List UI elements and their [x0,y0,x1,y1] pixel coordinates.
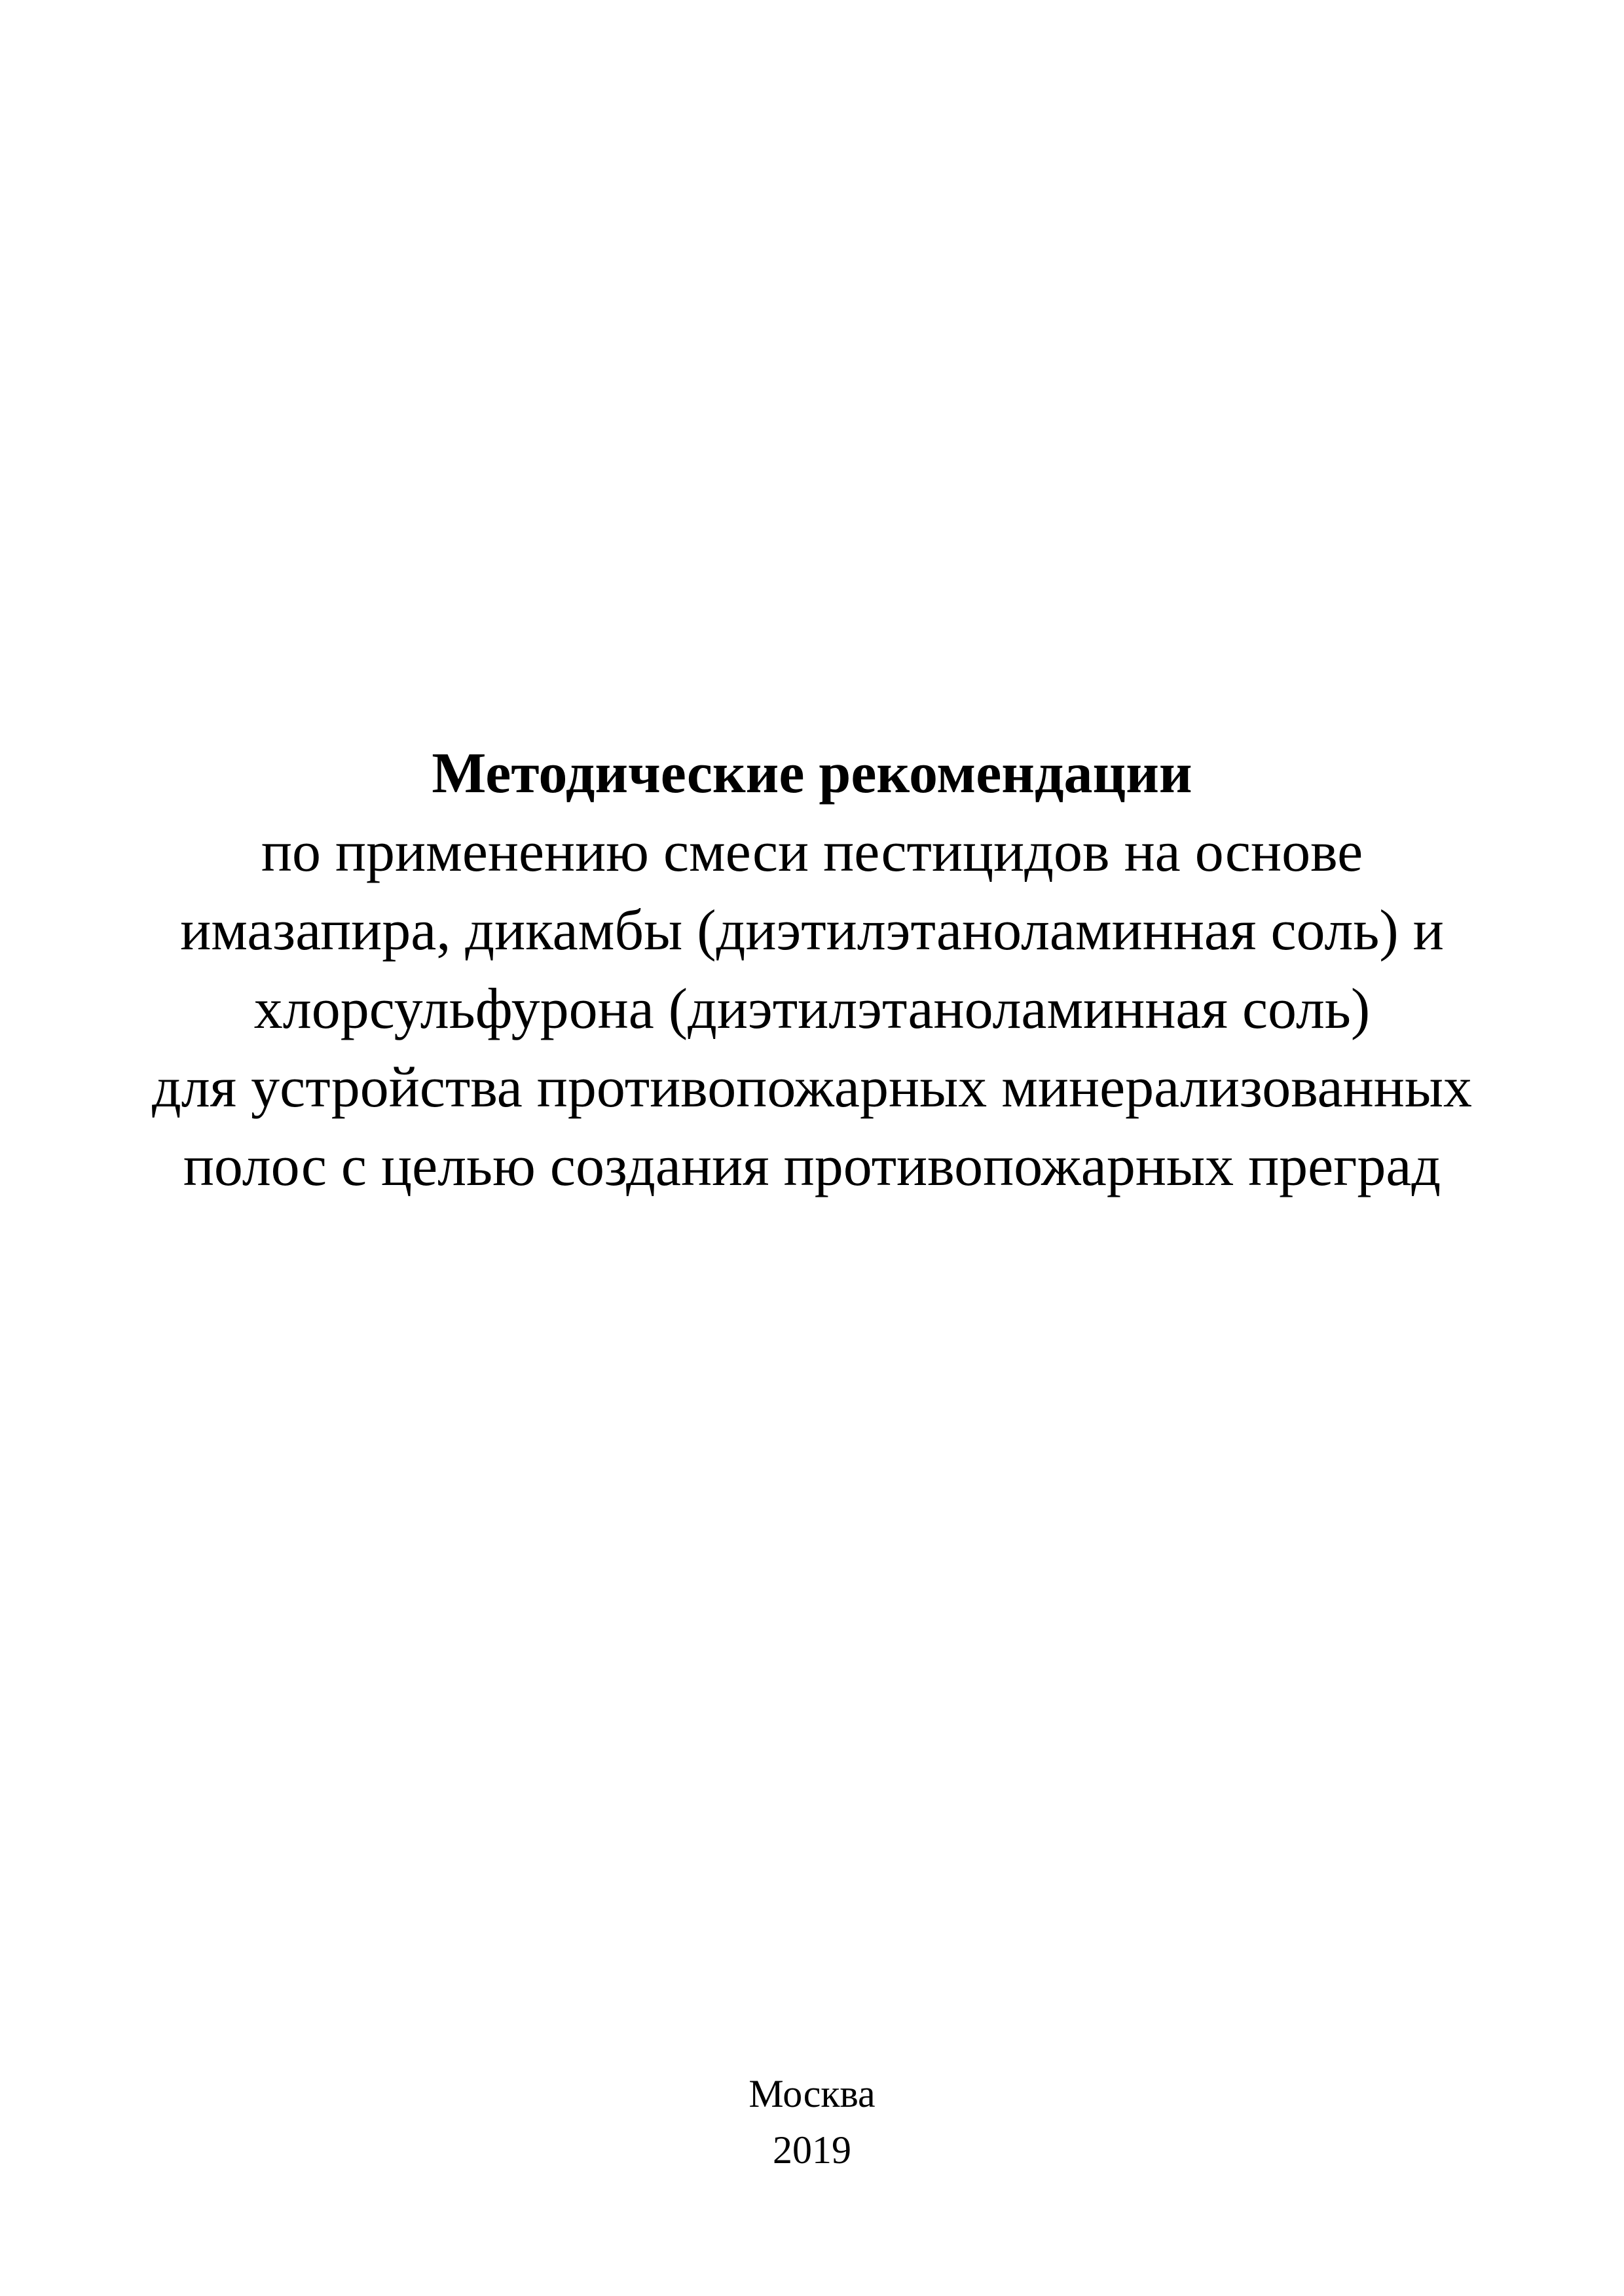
title-block [0,735,1624,1206]
imprint-block [0,2066,1624,2178]
subtitle-line-1: по применению смеси пестицидов на основе [261,820,1363,884]
subtitle-line-4: для устройства противопожарных минерализованных [151,1056,1472,1120]
subtitle-line-2: имазапира, дикамбы (диэтилэтаноламинная соль) и [180,899,1444,962]
publication-city: Москва [748,2072,876,2115]
subtitle-line-3: хлорсульфурона (диэтилэтаноламинная соль) [253,977,1371,1041]
publication-year: 2019 [773,2128,851,2172]
subtitle-line-5: полос с целью создания противопожарных преград [183,1135,1441,1198]
document-title: Методические рекомендации [432,742,1192,805]
